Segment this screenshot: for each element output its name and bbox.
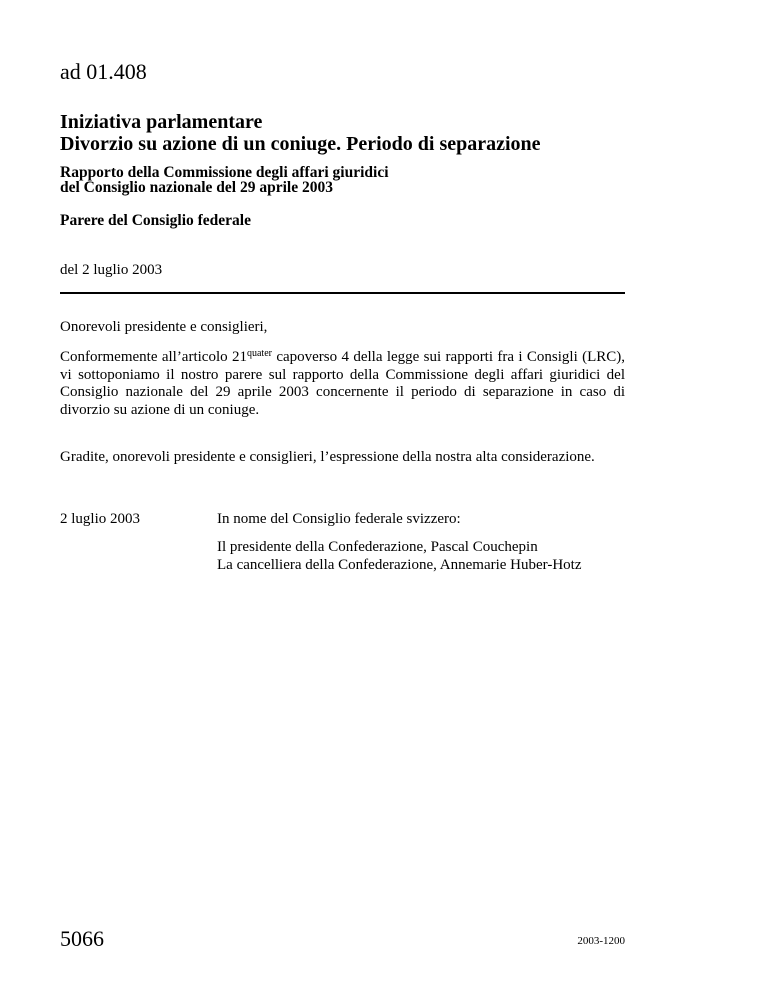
para1-superscript: quater bbox=[246, 348, 272, 359]
page-title bbox=[60, 111, 541, 155]
document-page bbox=[60, 0, 625, 994]
document-date: del 2 luglio 2003 bbox=[60, 262, 163, 278]
salutation: Onorevoli presidente e consiglieri, bbox=[60, 319, 268, 335]
body-paragraph-2: Gradite, onorevoli presidente e consiglieri, l’espressione della nostra alta considerazione. bbox=[60, 449, 595, 465]
para1-start: Conformemente all’articolo 21 bbox=[60, 349, 247, 365]
title-line-2: Divorzio su azione di un coniuge. Periodo di separazione bbox=[60, 133, 541, 155]
para1-rest: capoverso 4 della legge sui rapporti fra i Consigli (LRC), vi sottoponiamo il nostro parere sul rapporto della Commissione degli affari giuridici del Consiglio nazionale del 29 aprile 2003 concernente il periodo di separazione in caso di divorzio su azione di un coniuge. bbox=[60, 349, 625, 418]
title-line-1: Iniziativa parlamentare bbox=[60, 111, 263, 133]
signature-block bbox=[217, 510, 582, 574]
opinion-heading: Parere del Consiglio federale bbox=[60, 212, 251, 229]
page-number: 5066 bbox=[60, 926, 104, 951]
horizontal-rule bbox=[60, 292, 625, 294]
report-subtitle bbox=[60, 165, 389, 195]
signature-date: 2 luglio 2003 bbox=[60, 511, 141, 527]
subtitle-line-2: del Consiglio nazionale del 29 aprile 2003 bbox=[60, 179, 333, 196]
body-paragraph-1 bbox=[60, 349, 625, 419]
signature-line-2: Il presidente della Confederazione, Pascal Couchepin bbox=[217, 539, 538, 555]
signature-line-1: In nome del Consiglio federale svizzero: bbox=[217, 511, 461, 527]
document-code: 2003-1200 bbox=[577, 935, 625, 947]
signature-line-3: La cancelliera della Confederazione, Annemarie Huber-Hotz bbox=[217, 557, 582, 573]
subtitle-line-1: Rapporto della Commissione degli affari giuridici bbox=[60, 164, 389, 181]
document-reference: ad 01.408 bbox=[60, 59, 147, 84]
